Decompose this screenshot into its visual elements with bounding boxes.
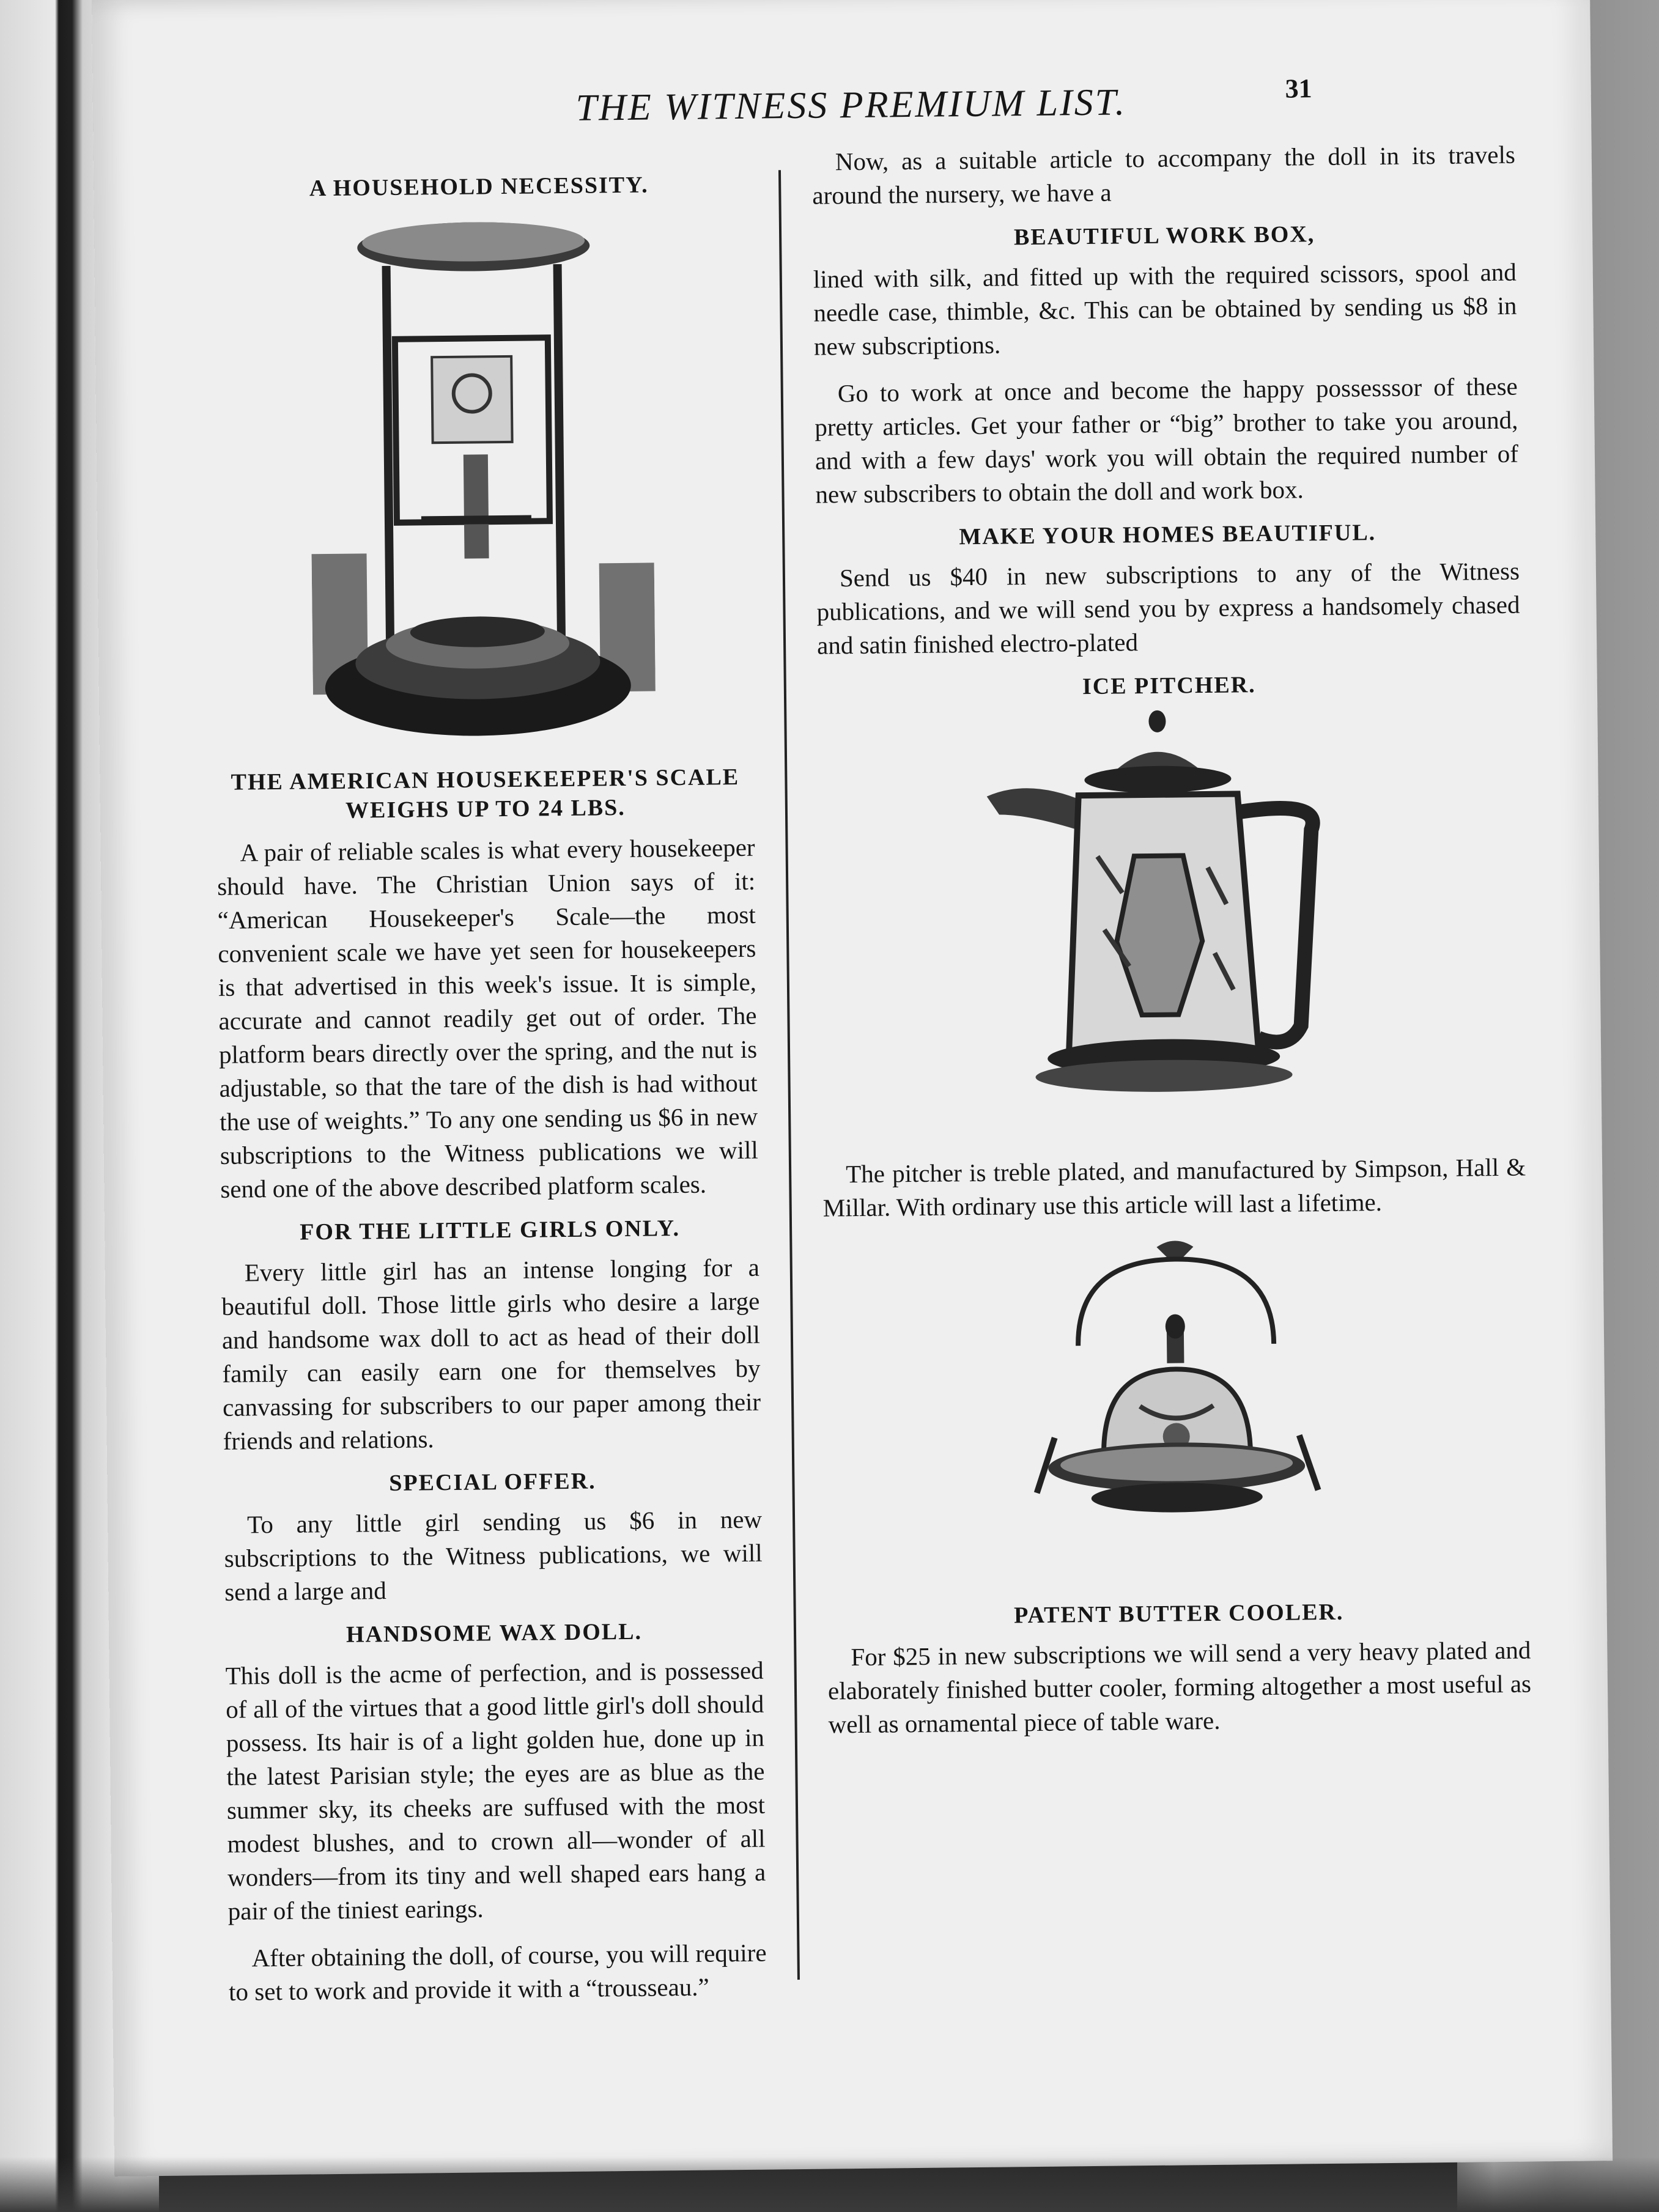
- special-offer-paragraph: To any little girl sending us $6 in new subscriptions to the Witness publications, we will send a large and: [224, 1505, 763, 1606]
- scale-caption: [216, 762, 755, 827]
- butter-cooler-paragraph: For $25 in new subscriptions we will send a very heavy plated and elaborately finished butter cooler, forming altogether a most useful as well as ornamental piece of table ware.: [827, 1635, 1532, 1739]
- go-to-work-paragraph: Go to work at once and become the happy possesssor of these pretty articles. Get your father or “big” brother to take you around, and with a few days' work you will obtain the required number of new subscribers to obtain the doll and work box.: [815, 372, 1519, 509]
- work-box-intro: Now, as a suitable article to accompany the doll in its travels around the nursery, we have a: [812, 140, 1516, 210]
- document-page: [92, 0, 1613, 2177]
- heading-ice-pitcher: ICE PITCHER.: [1082, 672, 1256, 700]
- butter-cooler-icon: [1016, 1233, 1337, 1591]
- trousseau-paragraph: After obtaining the doll, of course, you will require to set to work and provide it with a “trousseau.”: [228, 1938, 767, 2006]
- scale-caption-line1: THE AMERICAN HOUSEKEEPER'S SCALE: [231, 764, 740, 795]
- platform-scale-icon: [308, 208, 656, 756]
- ice-pitcher-icon: [980, 707, 1363, 1145]
- heading-household-necessity: A HOUSEHOLD NECESSITY.: [309, 172, 649, 202]
- wax-doll-paragraph: This doll is the acme of perfection, and is possessed of all of the virtues that a good little girl's doll should possess. Its hair is of a light golden hue, done up in the latest Parisian style; the eyes are as blue as the summer sky, its cheeks are suffused with the most modest blushes, and to crown all—wonder of all wonders—from its tiny and well shaped ears hang a pair of the tiniest earings.: [225, 1656, 766, 1925]
- heading-work-box: BEAUTIFUL WORK BOX,: [1013, 221, 1315, 251]
- page-bottom-shadow: [0, 2157, 1659, 2212]
- column-divider: [778, 170, 800, 1980]
- right-column: [812, 138, 1532, 1755]
- heading-special-offer: SPECIAL OFFER.: [389, 1468, 596, 1497]
- heading-little-girls: FOR THE LITTLE GIRLS ONLY.: [299, 1215, 681, 1245]
- running-title: THE WITNESS PREMIUM LIST.: [575, 81, 1127, 129]
- page-number: 31: [1285, 73, 1312, 104]
- heading-butter-cooler: PATENT BUTTER COOLER.: [1013, 1599, 1344, 1629]
- heading-make-homes-beautiful: MAKE YOUR HOMES BEAUTIFUL.: [959, 520, 1376, 550]
- pitcher-paragraph: The pitcher is treble plated, and manufactured by Simpson, Hall & Millar. With ordinary use this article will last a lifetime.: [822, 1152, 1526, 1222]
- left-column: [210, 171, 767, 2022]
- little-girls-paragraph: Every little girl has an intense longing for a beautiful doll. Those little girls who desire a large and handsome wax doll to act as head of their doll family can easily earn one for themselves by canvassing for subscribers to our paper among their friends and relations.: [221, 1253, 761, 1455]
- homes-paragraph: Send us $40 in new subscriptions to any of the Witness publications, and we will send you by express a handsomely chased and satin finished electro-plated: [816, 556, 1520, 660]
- scale-paragraph: A pair of reliable scales is what every housekeeper should have. The Christian Union says of it: “American Housekeeper's Scale—the most convenient scale we have yet seen for housekeepers is that advertised in this week's issue. It is simple, accurate and cannot readily get out of order. The platform bears directly over the spring, and the nut is adjustable, so that the tare of the dish is had without the use of weights.” To any one sending us $6 in new subscriptions to the Witness publications we will send one of the above described platform scales.: [216, 833, 758, 1203]
- scale-caption-line2: WEIGHS UP TO 24 LBS.: [345, 794, 626, 824]
- heading-wax-doll: HANDSOME WAX DOLL.: [345, 1618, 643, 1648]
- work-box-paragraph: lined with silk, and fitted up with the required scissors, spool and needle case, thimble, &c. This can be obtained by sending us $8 in new subscriptions.: [813, 257, 1517, 361]
